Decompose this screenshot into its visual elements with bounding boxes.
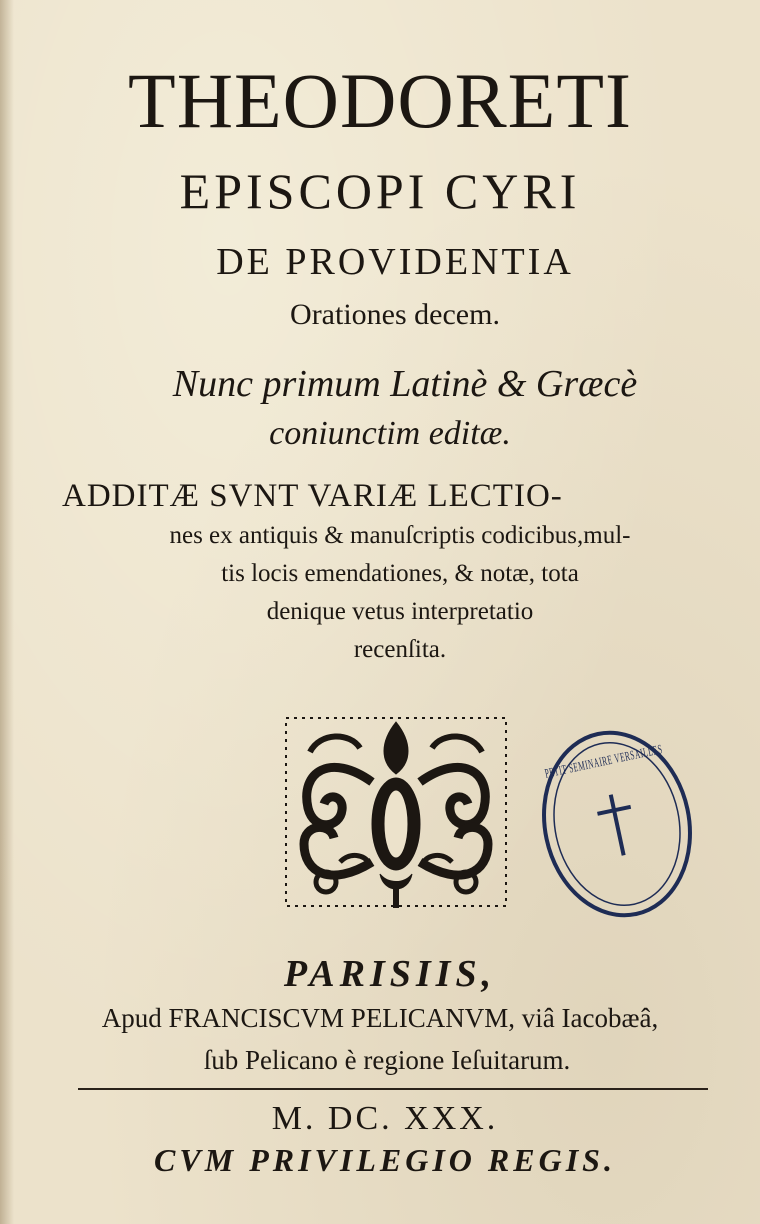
additions-line-5: recenſita.: [353, 636, 447, 663]
royal-privilege: CVM PRIVILEGIO REGIS.: [154, 1142, 616, 1178]
additions-line-1: ADDITÆ SVNT VARIÆ LECTIO-: [62, 478, 563, 514]
imprint-line-1: Apud FRANCISCVM PELICANVM, viâ Iacobæâ,: [101, 1003, 659, 1033]
subject-line: DE PROVIDENTIA: [216, 241, 574, 283]
imprint-city: PARISIIS,: [283, 953, 497, 995]
edition-line-1: Nunc primum Latinè & Græcè: [172, 363, 638, 405]
imprint-line-2: ſub Pelicano è regione Ieſuitarum.: [203, 1045, 571, 1075]
orations-line: Orationes decem.: [290, 298, 500, 331]
additions-line-3: tis locis emendationes, & notæ, tota: [221, 560, 579, 587]
imprint-date: M. DC. XXX.: [271, 1100, 499, 1137]
book-title: THEODORETI: [128, 57, 632, 144]
edition-line-2: coniunctim editæ.: [269, 415, 511, 452]
author-line: EPISCOPI CYRI: [179, 163, 581, 219]
additions-line-4: denique vetus interpretatio: [266, 598, 534, 625]
horizontal-rule: [78, 1088, 708, 1090]
library-stamp: [532, 721, 758, 924]
stamp-text: PETIT SEMINAIRE VERSAILLES: [543, 721, 758, 781]
floral-woodcut-ornament-icon: [280, 712, 512, 912]
additions-line-2: nes ex antiquis & manuſcriptis codicibus,mul-: [169, 522, 631, 549]
